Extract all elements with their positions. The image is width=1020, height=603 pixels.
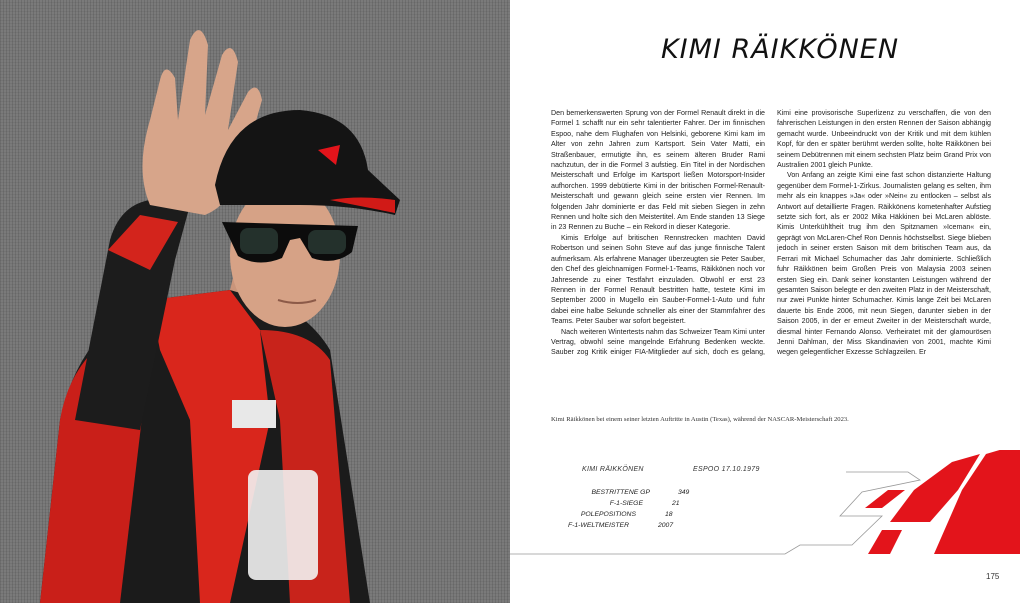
stats-value: 21: [672, 500, 680, 507]
stats-birth: ESPOO 17.10.1979: [693, 466, 760, 473]
article-body: [551, 108, 991, 398]
paragraph: Den bemerkenswerten Sprung von der Formel Renault direkt in die Formel 1 schafft nur ein sehr talentierter Fahrer. Der im finnischen Espoo, nahe dem Flughafen von Helsinki, geborene Kimi kam im Alter von zehn Jahren zum Kartsport. Sein Vater Matti, ein Straßenbauer, ermutigte ihn, es seinem älteren Bruder Rami nachzutun, der in die Formel 3 aufstieg. Ein Titel in der Nordischen Meisterschaft und Erfolge im Kartsport ließen Motorsport-Insider aufhorchen. 1999 debütierte Kimi in der britischen Formel-Renault-Meisterschaft und gewann gleich seine ersten vier Rennen. Im folgenden Jahr dominierte er das Feld mit sieben Siegen in zehn Rennen und holte sich den Meistertitel. Am Ende standen 13 Siege in 23 Rennen zu Buche – ein Rekord in dieser Kategorie.: [551, 109, 765, 232]
photo-caption: Kimi Räikkönen bei einem seiner letzten Auftritte in Austin (Texas), während der NASCAR-Meisterschaft 2023.: [551, 416, 849, 423]
stats-label: POLEPOSITIONS: [580, 511, 636, 518]
page-title: KIMI RÄIKKÖNEN: [660, 34, 900, 65]
text-page: [510, 0, 1020, 603]
paragraph: Kimis Erfolge auf britischen Rennstrecken machten David Robertson und seinen Sohn Steve auf das junge finnische Talent aufmerksam. Als erfahrene Manager überzeugten sie Peter Sauber, den Chef des gleichnamigen Formel-1-Teams, Räikkönen noch vor Jahresende zu einer Testfahrt einzuladen. Obwohl er erst 23 Rennen in der Formel Renault bestritten hatte, testete Kimi im September 2000 in Mugello ein Sauber-Formel-1-Auto und fuhr dabei eine halbe Sekunde schneller als einer der Stammfahrer des Teams. Peter Sauber war sofort begeistert.: [551, 233, 765, 326]
stats-label: BESTRITTENE GP: [591, 489, 650, 496]
paragraph: Nach weiteren Wintertests nahm das Schweizer Team Kimi unter Vertrag, obwohl seine mangelnde Erfahrung Bedenken weckte. Sauber zog Kritik einiger FIA-Mitglieder auf sich, doch es gelang, Kimi eine provisorische Superlizenz zu verschaffen, die von den fahrerischen Leistungen in den ersten Rennen der Saison abhängig gemacht wurde. Unbeeindruckt von der Kritik und mit dem kühlen Kopf, für den er später berühmt werden sollte, holte Räikkönen bei seinem Debütrennen mit einem sechsten Platz beim Grand Prix von Australien 2001 gleich Punkte.: [551, 109, 991, 357]
stats-value: 349: [678, 489, 690, 496]
stats-label: F-1-SIEGE: [609, 500, 643, 507]
stats-driver-name: KIMI RÄIKKÖNEN: [582, 466, 644, 473]
stats-label: F-1-WELTMEISTER: [567, 522, 629, 529]
stats-value: 2007: [658, 522, 674, 529]
stats-value: 18: [665, 511, 673, 518]
page-number: 175: [986, 572, 1000, 581]
paragraph: Von Anfang an zeigte Kimi eine fast schon distanzierte Haltung gegenüber dem Formel-1-Zirkus. Journalisten gelang es selten, ihm mehr als ein knappes »Ja« oder »Nein« zu entlocken – selbst als Antwort auf detaillierte Fragen. Räikkönens kometenhafter Aufstieg setzte sich fort, als er 2002 Mika Häkkinen bei McLaren ablöste. Kimis Unterkühltheit trug ihm den Spitznamen »Iceman« ein, geprägt von McLaren-Chef Ron Dennis höchstselbst. Siege blieben jedoch in seiner ersten Saison mit dem britischen Team aus, da Ferrari mit Michael Schumacher das Jahr dominierte. Schließlich fuhr Räikkönen beim Großen Preis von Malaysia 2003 seinen ersten Sieg ein. Dank seiner konstanten Leistungen während der gesamten Saison belegte er den zweiten Platz in der Meisterschaft, nur zwei Punkte hinter Schumacher. Kimis lange Zeit bei McLaren dauerte bis Ende 2006, mit neun Siegen, darunter sieben in der Saison 2005, in der er erneut Zweiter in der Meisterschaft wurde, diesmal hinter Fernando Alonso. Verheiratet mit der glamourösen Jenni Dahlman, der Miss Skandinavien von 2001, machte Kimi wegen gelegentlicher Exzesse Schlagzeilen. Er: [777, 171, 991, 357]
